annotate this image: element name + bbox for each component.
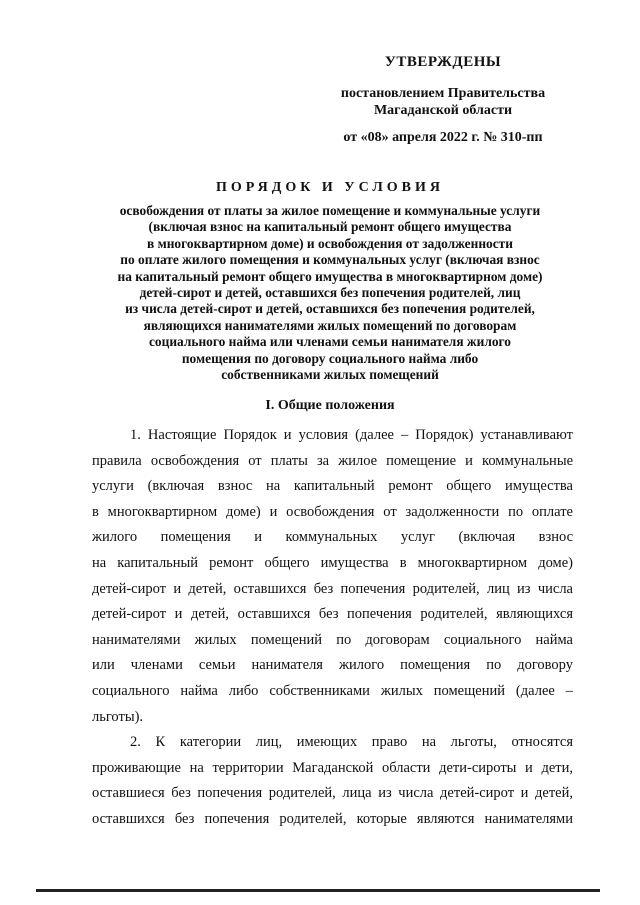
approval-line-1: постановлением Правительства [340,86,546,101]
subtitle-line: являющихся нанимателями жилых помещений по договорам [143,317,517,333]
document-title: ПОРЯДОК И УСЛОВИЯ [215,180,444,195]
subtitle-line: по оплате жилого помещения и коммунальных услуг (включая взнос [120,252,540,268]
body-text [92,423,573,833]
approval-block [318,54,568,146]
approval-title: УТВЕРЖДЕНЫ [384,54,502,70]
document-subtitle [70,203,590,383]
paragraph-line: оставшихся без попечения родителей, которые являются нанимателями [92,810,573,827]
paragraph-line: правила освобождения от платы за жилое помещение и коммунальные [92,452,573,469]
subtitle-line: из числа детей-сирот и детей, оставшихся без попечения родителей, [125,301,535,317]
subtitle-line: помещения по договору социального найма либо [181,350,479,366]
subtitle-line: социального найма или членами семьи нанимателя жилого [148,334,511,350]
paragraph-line: услуги (включая взнос на капитальный ремонт общего имущества [92,478,573,495]
paragraph-line: 1. Настоящие Порядок и условия (далее – Порядок) устанавливают [130,427,573,443]
paragraph-1 [92,423,573,730]
footer-divider [36,889,600,892]
paragraph-line: детей-сирот и детей, оставшихся без попечения родителей, являющихся [92,606,573,623]
paragraph-line: или членами семьи нанимателя жилого помещения по договору [92,657,573,674]
subtitle-line: освобождения от платы за жилое помещение и коммунальные услуги [119,203,541,218]
paragraph-line: проживающие на территории Магаданской области дети-сироты и дети, [92,759,573,776]
approval-line-2: Магаданской области [373,103,513,118]
subtitle-line: (включая взнос на капитальный ремонт общего имущества [148,219,512,235]
paragraph-line: оставшиеся без попечения родителей, лица из числа детей-сирот и детей, [92,785,573,802]
section-heading: I. Общие положения [265,398,395,413]
paragraph-line: в многоквартирном доме) и освобождения от задолженности по оплате [92,503,573,520]
subtitle-line: собственниками жилых помещений [221,367,439,383]
paragraph-line: на капитальный ремонт общего имущества в многоквартирном доме) [92,554,573,571]
subtitle-line: на капитальный ремонт общего имущества в многоквартирном доме) [117,268,543,284]
paragraph-line: социального найма либо собственниками жилых помещений (далее – [92,682,573,699]
paragraph-line: льготы). [92,708,144,725]
paragraph-line: жилого помещения и коммунальных услуг (включая взнос [92,529,573,546]
paragraph-line: 2. К категории лиц, имеющих право на льготы, относятся [130,734,573,751]
subtitle-line: детей-сирот и детей, оставшихся без попечения родителей, лиц [139,285,521,301]
approval-order: от «08» апреля 2022 г. № 310-пп [343,130,543,145]
subtitle-line: в многоквартирном доме) и освобождения от задолженности [147,235,513,251]
paragraph-line: детей-сирот и детей, оставшихся без попечения родителей, лиц из числа [92,580,573,597]
paragraph-2 [92,730,573,832]
paragraph-line: нанимателями жилых помещений по договорам социального найма [92,631,573,648]
